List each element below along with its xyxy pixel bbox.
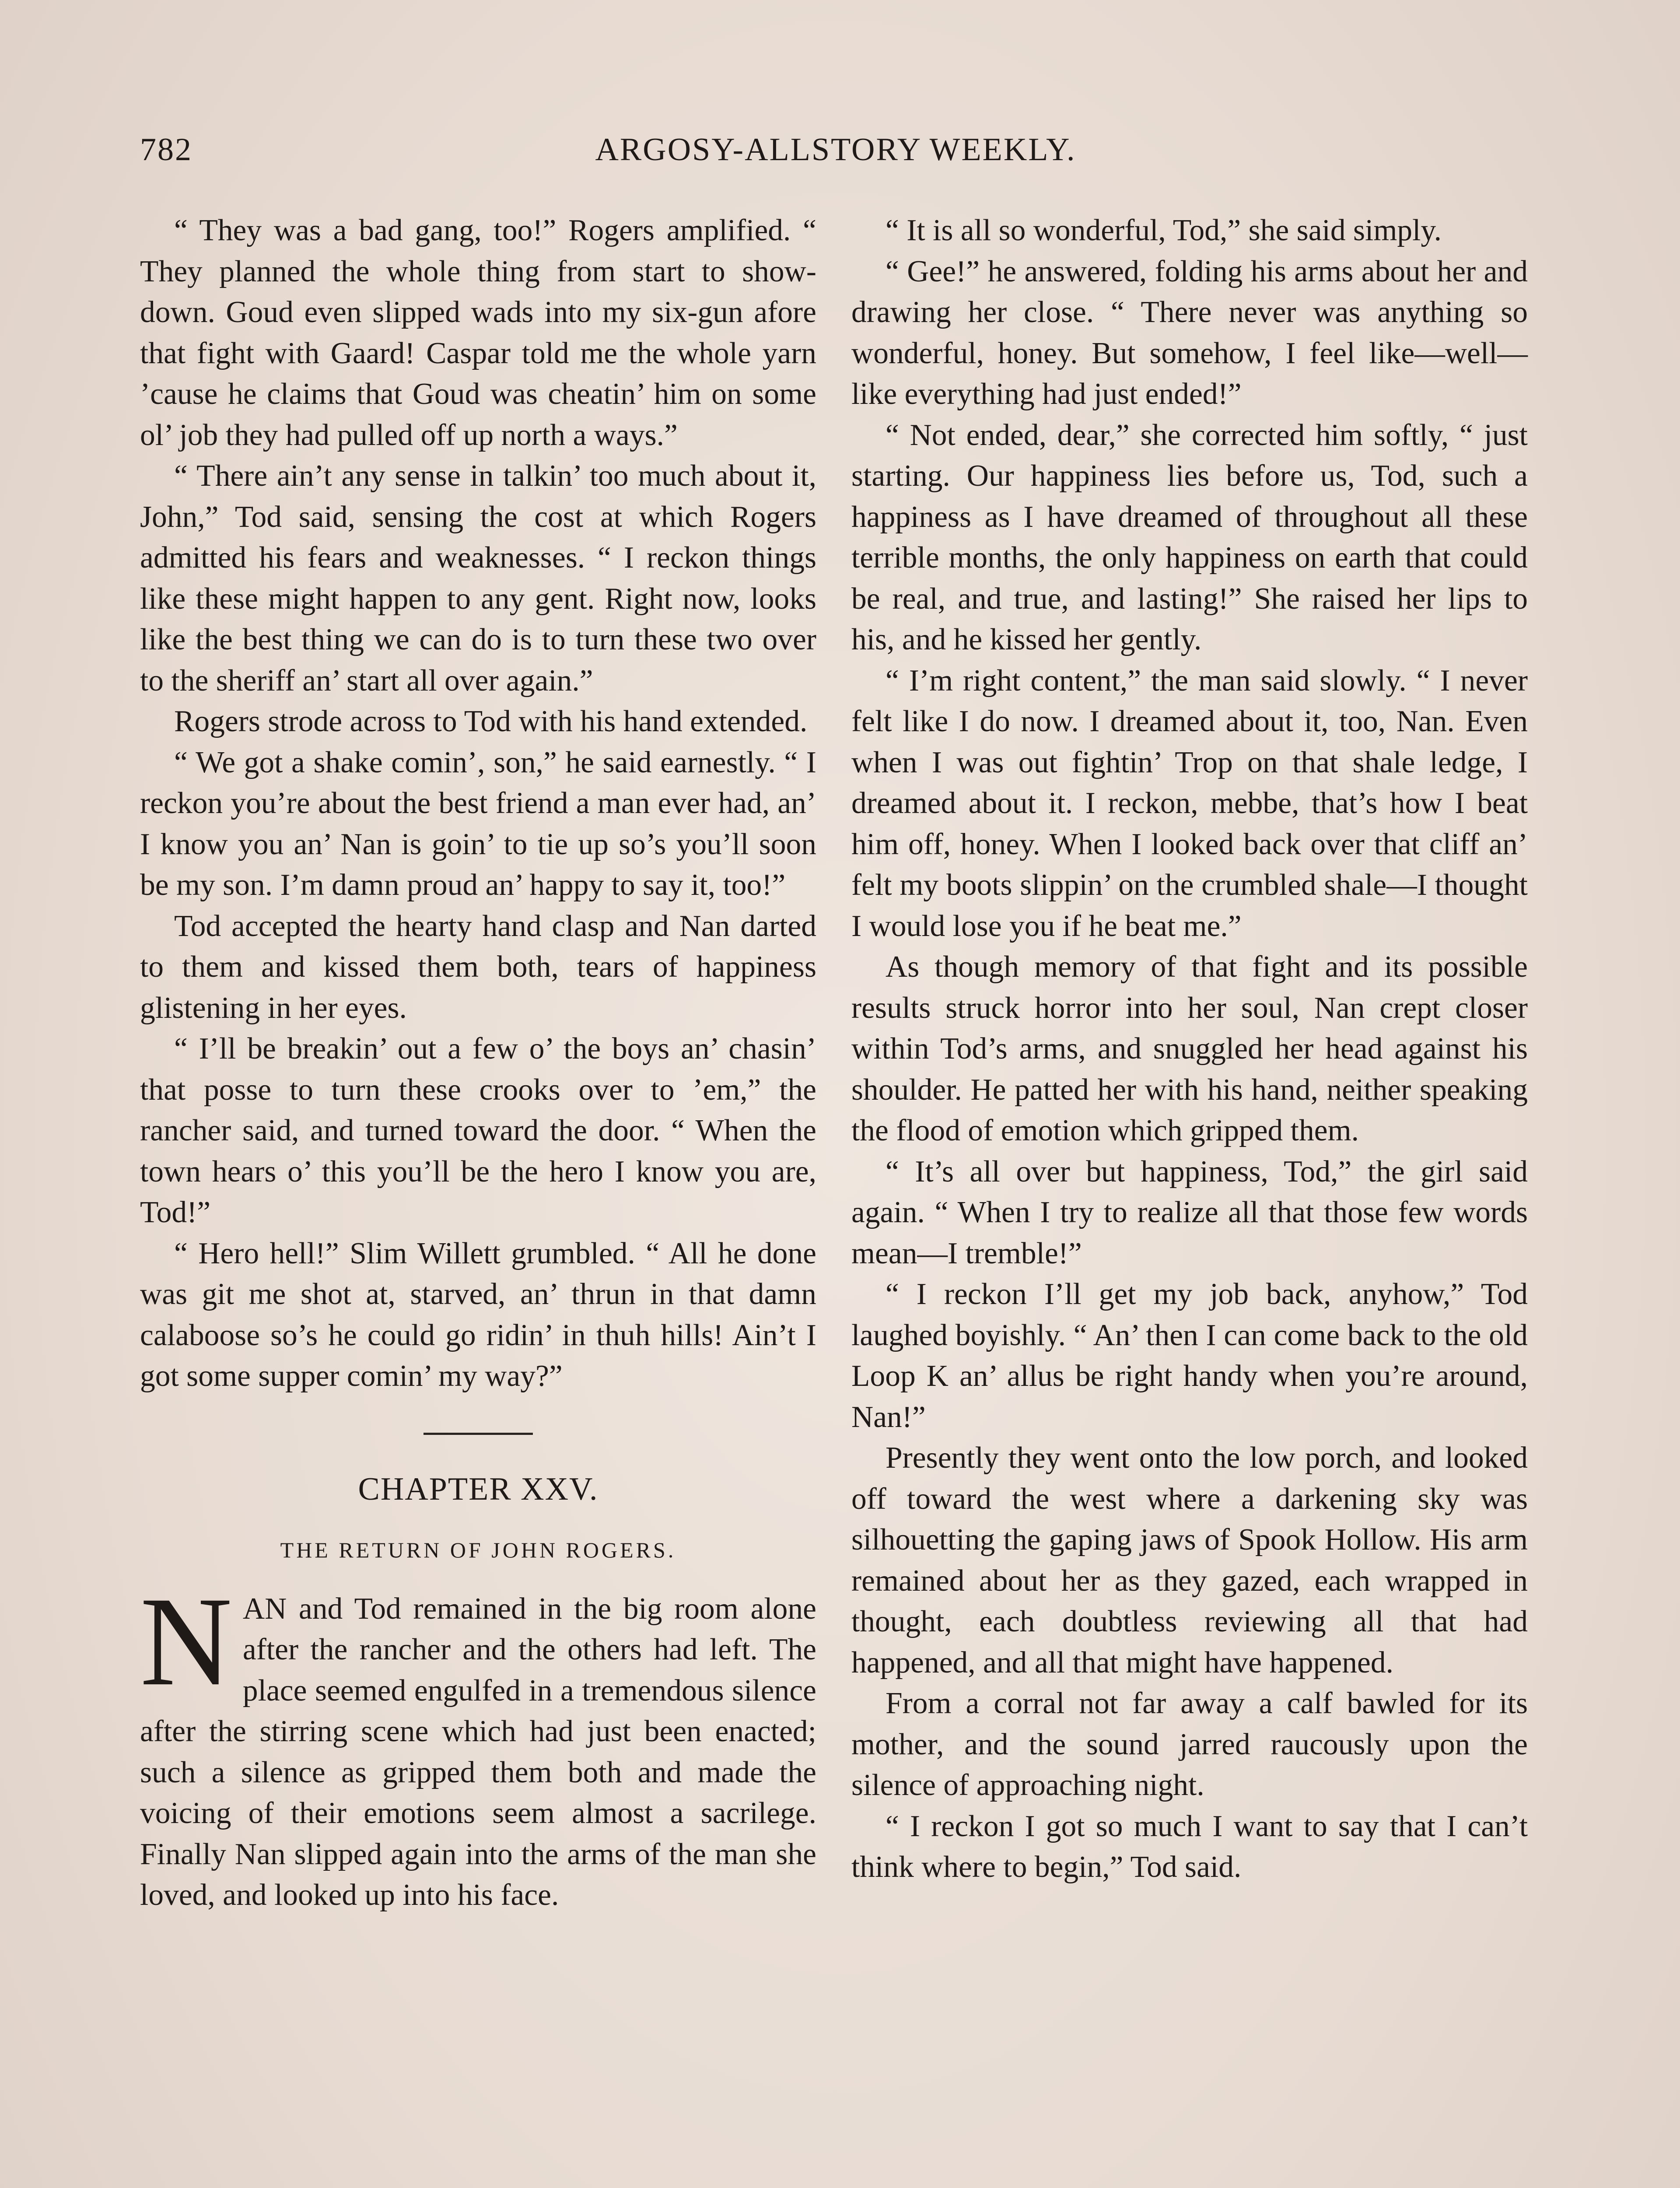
- section-divider: [424, 1433, 533, 1435]
- paragraph: “ I reckon I got so much I want to say that I can’t think where to begin,” Tod said.: [851, 1809, 1528, 1884]
- left-column: [140, 210, 816, 1916]
- chapter-first-paragraph-text: AN and Tod remained in the big room alone after the rancher and the others had left. The place seemed engulfed in a tremendous silence after the stirring scene which had just been enacted; such a silence as gripped them both and made the voicing of their emotions seem almost a sacrilege. Finally Nan slipped again into the arms of the man she loved, and looked up into his face.: [140, 1592, 816, 1912]
- paragraph: “ There ain’t any sense in talkin’ too much about it, John,” Tod said, sensing the cost at which Rogers admitted his fears and weaknesses. “ I reckon things like these might happen to any gent. Right now, looks like the best thing we can do is to turn these two over to the sheriff an’ start all over again.”: [140, 459, 816, 698]
- chapter-heading: CHAPTER XXV.: [358, 1471, 598, 1507]
- chapter-first-paragraph: [140, 1571, 816, 1916]
- paragraph: “ I reckon I’ll get my job back, anyhow,” Tod laughed boyishly. “ An’ then I can come back to the old Loop K an’ allus be right handy when you’re around, Nan!”: [851, 1277, 1528, 1434]
- paragraph: “ It’s all over but happiness, Tod,” the girl said again. “ When I try to realize all that those few words mean—I tremble!”: [851, 1154, 1528, 1270]
- paragraph: “ It is all so wonderful, Tod,” she said simply.: [886, 214, 1442, 247]
- paragraph: “ I’m right content,” the man said slowly. “ I never felt like I do now. I dreamed about it, too, Nan. Even when I was out fightin’ Trop on that shale ledge, I dreamed about it. I reckon, mebbe, that’s how I beat him off, honey. When I looked back over that cliff an’ felt my boots slippin’ on the crumbled shale—I thought I would lose you if he beat me.”: [851, 663, 1528, 943]
- paragraph: “ We got a shake comin’, son,” he said earnestly. “ I reckon you’re about the best friend a man ever had, an’ I know you an’ Nan is goin’ to tie up so’s you’ll soon be my son. I’m damn proud an’ happy to say it, too!”: [140, 745, 816, 902]
- page-header: [140, 131, 1531, 179]
- paragraph: From a corral not far away a calf bawled for its mother, and the sound jarred raucously upon the silence of approaching night.: [851, 1687, 1528, 1802]
- right-column: [851, 210, 1528, 1888]
- paragraph: Rogers strode across to Tod with his hand extended.: [174, 705, 808, 738]
- paragraph: “ Gee!” he answered, folding his arms about her and drawing her close. “ There never was anything so wonderful, honey. But somehow, I feel like—well—like everything had just ended!”: [851, 254, 1528, 411]
- running-title: ARGOSY-ALLSTORY WEEKLY.: [595, 132, 1076, 168]
- paragraph: Tod accepted the hearty hand clasp and Nan darted to them and kissed them both, tears of happiness glistening in her eyes.: [140, 909, 816, 1025]
- paragraph: “ Not ended, dear,” she corrected him softly, “ just starting. Our happiness lies before us, Tod, such a happiness as I have dreamed of throughout all these terrible months, the only happiness on earth that could be real, and true, and lasting!” She raised her lips to his, and he kissed her gently.: [851, 418, 1528, 656]
- chapter-subtitle: THE RETURN OF JOHN ROGERS.: [280, 1538, 676, 1562]
- paragraph: As though memory of that fight and its possible results struck horror into her soul, Nan crept closer within Tod’s arms, and snuggled her head against his shoulder. He patted her with his hand, neither speaking the flood of emotion which gripped them.: [851, 950, 1528, 1147]
- paragraph: Presently they went onto the low porch, and looked off toward the west where a darkening sky was silhouetting the gaping jaws of Spook Hollow. His arm remained about her as they gazed, each wrapped in thought, each doubtless reviewing all that had happened, and all that might have happened.: [851, 1441, 1528, 1680]
- paragraph: “ They was a bad gang, too!” Rogers amplified. “ They planned the whole thing from start to show-down. Goud even slipped wads into my six-gun afore that fight with Gaard! Caspar told me the whole yarn ’cause he claims that Goud was cheatin’ him on some ol’ job they had pulled off up north a ways.”: [140, 214, 816, 452]
- drop-cap: N: [140, 1571, 232, 1712]
- paragraph: “ I’ll be breakin’ out a few o’ the boys an’ chasin’ that posse to turn these crooks over to ’em,” the rancher said, and turned toward the door. “ When the town hears o’ this you’ll be the hero I know you are, Tod!”: [140, 1032, 816, 1229]
- page-number: 782: [140, 132, 192, 168]
- paragraph: “ Hero hell!” Slim Willett grumbled. “ All he done was git me shot at, starved, an’ thrun in that damn calaboose so’s he could go ridin’ in thuh hills! Ain’t I got some supper comin’ my way?”: [140, 1236, 816, 1393]
